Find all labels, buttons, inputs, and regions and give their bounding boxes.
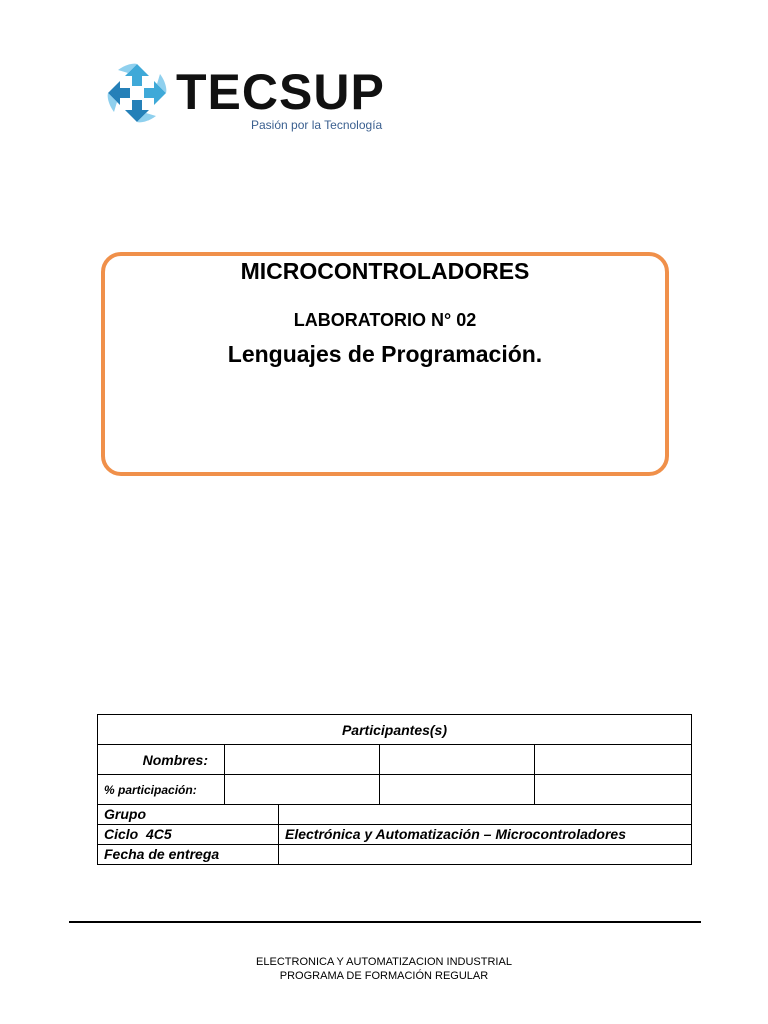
date-value[interactable]: [279, 845, 692, 865]
participants-table: [97, 714, 692, 865]
table-row: [98, 845, 692, 865]
table-row: [98, 745, 692, 775]
course-title: MICROCONTROLADORES: [240, 258, 530, 284]
participation-cell-3[interactable]: [535, 775, 692, 805]
date-label: Fecha de entrega: [98, 845, 279, 865]
lab-subtitle: Lenguajes de Programación.: [227, 341, 543, 367]
participation-label: % participación:: [98, 775, 225, 805]
table-row: [98, 825, 692, 845]
cycle-label: Ciclo 4C5: [98, 825, 279, 845]
table-row: [98, 805, 692, 825]
group-label: Grupo: [98, 805, 279, 825]
group-value[interactable]: [279, 805, 692, 825]
logo-wordmark: TECSUP: [176, 64, 385, 120]
name-cell-3[interactable]: [535, 745, 692, 775]
footer-divider: [69, 921, 701, 923]
footer-line-2: PROGRAMA DE FORMACIÓN REGULAR: [279, 970, 489, 982]
participants-heading: Participantes(s): [98, 715, 692, 745]
table-row: [98, 715, 692, 745]
footer-line-1: ELECTRONICA Y AUTOMATIZACION INDUSTRIAL: [256, 956, 512, 968]
page-footer: [0, 955, 768, 983]
name-cell-1[interactable]: [225, 745, 380, 775]
names-label: Nombres:: [98, 745, 225, 775]
table-row: [98, 775, 692, 805]
lab-number: LABORATORIO N° 02: [293, 310, 477, 330]
tecsup-arrows-icon: [104, 60, 170, 126]
participation-cell-2[interactable]: [380, 775, 535, 805]
tecsup-logo: [104, 60, 394, 140]
logo-tagline: Pasión por la Tecnología: [251, 118, 383, 132]
title-box: [101, 252, 669, 476]
name-cell-2[interactable]: [380, 745, 535, 775]
participation-cell-1[interactable]: [225, 775, 380, 805]
cycle-value: Electrónica y Automatización – Microcontroladores: [279, 825, 692, 845]
